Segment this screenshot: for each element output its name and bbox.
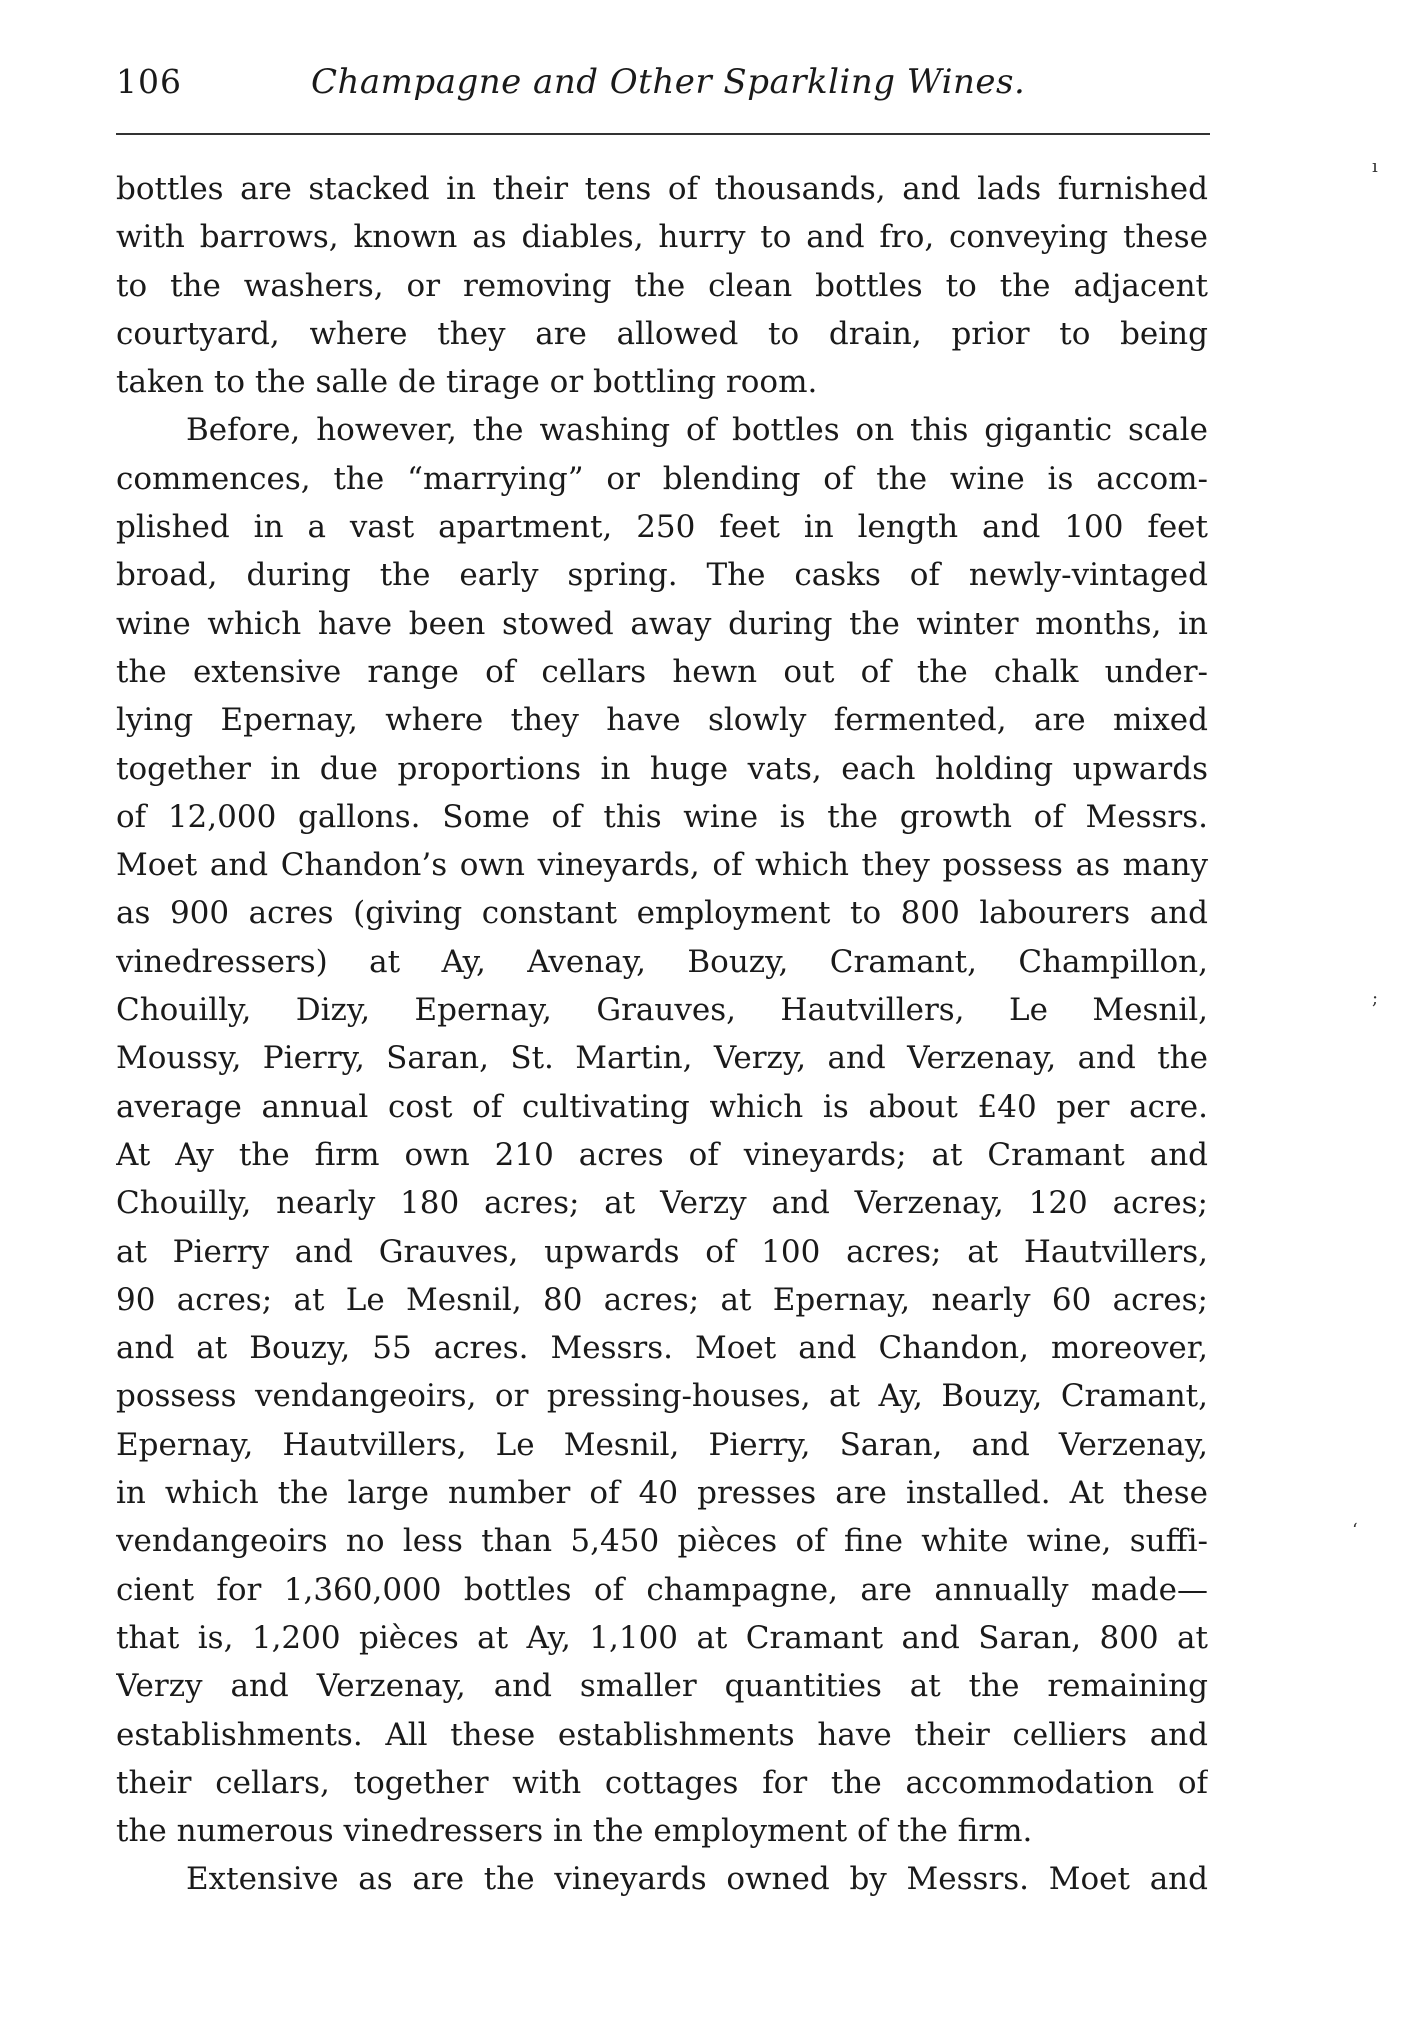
text-line: 90 acres; at Le Mesnil, 80 acres; at Epernay, nearly 60 acres; <box>116 1281 1208 1318</box>
text-line: Moussy, Pierry, Saran, St. Martin, Verzy, and Verzenay, and the <box>116 1040 1208 1077</box>
text-line: bottles are stacked in their tens of thousands, and lads furnished <box>116 171 1208 207</box>
text-line: At Ay the firm own 210 acres of vineyards; at Cramant and <box>116 1136 1208 1173</box>
text-line: vendangeoirs no less than 5,450 pièces of fine white wine, suffi- <box>116 1523 1208 1560</box>
page-header <box>116 62 1216 122</box>
body-text <box>116 165 1208 1904</box>
text-line: Chouilly, nearly 180 acres; at Verzy and Verzenay, 120 acres; <box>116 1185 1208 1222</box>
text-line: courtyard, where they are allowed to drain, prior to being <box>116 315 1208 352</box>
text-line: taken to the salle de tirage or bottling room. <box>116 364 818 401</box>
text-line: their cellars, together with cottages for the accommodation of <box>116 1764 1208 1801</box>
text-line: establishments. All these establishments have their celliers and <box>116 1716 1208 1753</box>
text-line: lying Epernay, where they have slowly fermented, are mixed <box>116 702 1208 739</box>
text-line: possess vendangeoirs, or pressing-houses, at Ay, Bouzy, Cramant, <box>116 1378 1208 1415</box>
text-line: Extensive as are the vineyards owned by Messrs. Moet and <box>186 1861 1208 1898</box>
text-line: of 12,000 gallons. Some of this wine is the growth of Messrs. <box>116 798 1208 835</box>
text-line: as 900 acres (giving constant employment to 800 labourers and <box>116 895 1208 932</box>
text-line: Epernay, Hautvillers, Le Mesnil, Pierry, Saran, and Verzenay, <box>116 1426 1208 1463</box>
text-line: together in due proportions in huge vats, each holding upwards <box>116 750 1208 787</box>
text-line: broad, during the early spring. The casks of newly-vintaged <box>116 557 1208 594</box>
text-line: Before, however, the washing of bottles on this gigantic scale <box>186 412 1208 449</box>
text-line: Chouilly, Dizy, Epernay, Grauves, Hautvillers, Le Mesnil, <box>116 992 1208 1029</box>
text-line: to the washers, or removing the clean bottles to the adjacent <box>116 267 1208 304</box>
text-line: commences, the “marrying” or blending of the wine is accom- <box>116 460 1208 497</box>
text-line: plished in a vast apartment, 250 feet in length and 100 feet <box>116 509 1208 546</box>
text-line: with barrows, known as diables, hurry to and fro, conveying these <box>116 219 1208 256</box>
text-line: average annual cost of cultivating which is about £40 per acre. <box>116 1088 1208 1125</box>
text-line: vinedressers) at Ay, Avenay, Bouzy, Cramant, Champillon, <box>116 943 1208 980</box>
margin-mark: ı <box>1372 156 1378 177</box>
margin-mark: ‘ <box>1352 1520 1358 1541</box>
text-line: cient for 1,360,000 bottles of champagne, are annually made— <box>116 1571 1208 1608</box>
margin-mark: ; <box>1372 988 1379 1009</box>
text-line: in which the large number of 40 presses are installed. At these <box>116 1475 1208 1512</box>
text-line: the numerous vinedressers in the employment of the firm. <box>116 1813 1033 1850</box>
text-line: that is, 1,200 pièces at Ay, 1,100 at Cramant and Saran, 800 at <box>116 1619 1208 1656</box>
page-number: 106 <box>116 62 182 101</box>
text-line: Verzy and Verzenay, and smaller quantities at the remaining <box>116 1668 1208 1705</box>
text-line: Moet and Chandon’s own vineyards, of which they possess as many <box>116 847 1208 884</box>
text-line: at Pierry and Grauves, upwards of 100 acres; at Hautvillers, <box>116 1233 1208 1270</box>
running-title: Champagne and Other Sparkling Wines. <box>311 62 1026 102</box>
text-line: the extensive range of cellars hewn out of the chalk under- <box>116 653 1208 690</box>
text-line: and at Bouzy, 55 acres. Messrs. Moet and Chandon, moreover, <box>116 1330 1208 1367</box>
text-line: wine which have been stowed away during the winter months, in <box>116 605 1208 642</box>
header-rule <box>116 133 1210 135</box>
